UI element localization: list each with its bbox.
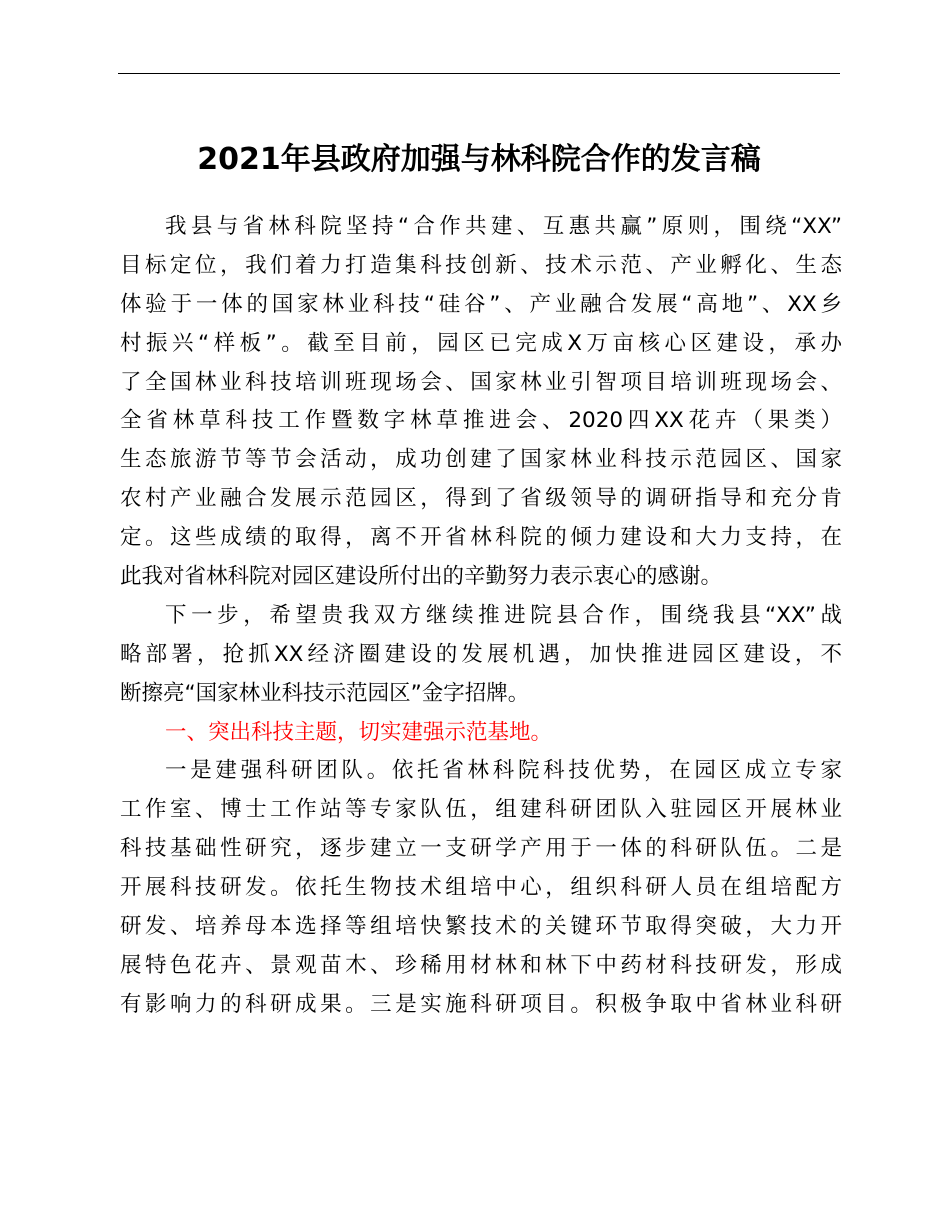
section-heading: 一、突出科技主题，切实建强示范基地。	[165, 719, 553, 745]
paragraph-line: 略部署，抢抓XX经济圈建设的发展机遇，加快推进园区建设，不	[120, 641, 842, 667]
paragraph-line: 目标定位，我们着力打造集科技创新、技术示范、产业孵化、生态	[120, 252, 842, 278]
document-title: 2021年县政府加强与林科院合作的发言稿	[197, 142, 761, 177]
paragraph-line: 断擦亮“国家林业科技示范园区”金字招牌。	[120, 680, 530, 706]
paragraph-line: 下一步，希望贵我双方继续推进院县合作，围绕我县“XX”战	[165, 602, 842, 628]
paragraph-line: 农村产业融合发展示范园区，得到了省级领导的调研指导和充分肯	[120, 486, 842, 512]
paragraph-line: 开展科技研发。依托生物技术组培中心，组织科研人员在组培配方	[120, 875, 842, 901]
paragraph-line: 科技基础性研究，逐步建立一支研学产用于一体的科研队伍。二是	[120, 836, 842, 862]
paragraph-line: 全省林草科技工作暨数字林草推进会、2020四XX花卉（果类）	[120, 408, 842, 434]
header-rule	[118, 73, 840, 74]
paragraph-line: 体验于一体的国家林业科技“硅谷”、产业融合发展“高地”、XX乡	[120, 291, 842, 317]
paragraph-line: 有影响力的科研成果。三是实施科研项目。积极争取中省林业科研	[120, 991, 842, 1017]
paragraph-line: 生态旅游节等节会活动，成功创建了国家林业科技示范园区、国家	[120, 447, 842, 473]
paragraph-line: 村振兴“样板”。截至目前，园区已完成X万亩核心区建设，承办	[120, 330, 842, 356]
paragraph-line: 我县与省林科院坚持“合作共建、互惠共赢”原则，围绕“XX”	[165, 214, 842, 239]
paragraph-line: 工作室、博士工作站等专家队伍，组建科研团队入驻园区开展林业	[120, 797, 842, 823]
paragraph-line: 此我对省林科院对园区建设所付出的辛勤努力表示衷心的感谢。	[120, 564, 723, 590]
document-body	[120, 208, 842, 1025]
paragraph-line: 定。这些成绩的取得，离不开省林科院的倾力建设和大力支持，在	[120, 525, 842, 551]
paragraph-line: 研发、培养母本选择等组培快繁技术的关键环节取得突破，大力开	[120, 914, 842, 940]
paragraph-line: 一是建强科研团队。依托省林科院科技优势，在园区成立专家	[165, 758, 842, 784]
paragraph-line: 展特色花卉、景观苗木、珍稀用材林和林下中药材科技研发，形成	[120, 952, 842, 978]
paragraph-line: 了全国林业科技培训班现场会、国家林业引智项目培训班现场会、	[120, 369, 842, 395]
